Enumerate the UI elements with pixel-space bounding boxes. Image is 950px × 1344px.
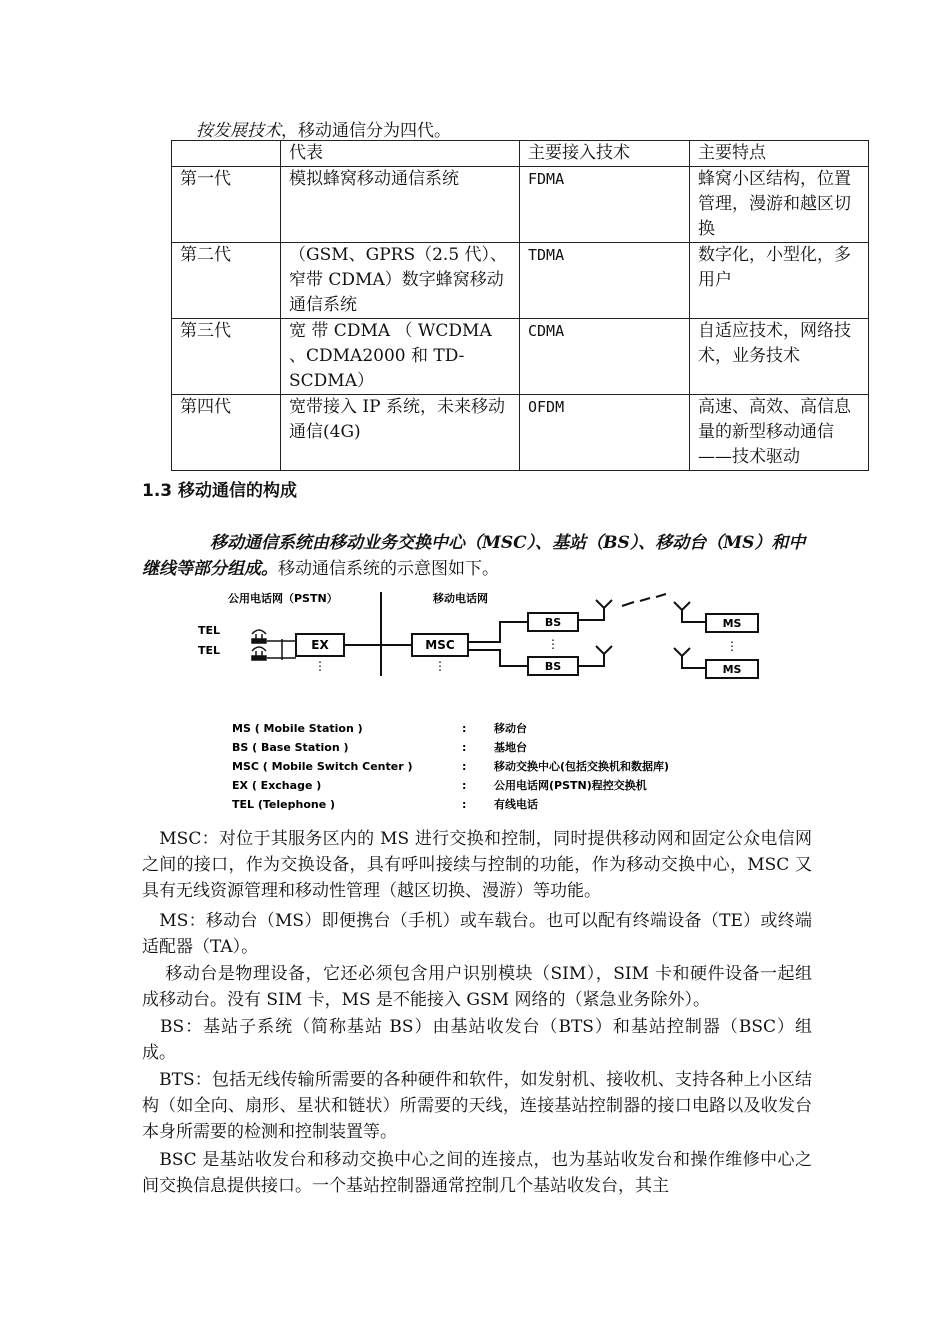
bs-label: BS [544,660,562,673]
table-cell: 第二代 [172,243,281,319]
table-row [172,319,869,395]
svg-text:⋮: ⋮ [434,659,446,673]
telephone-icon [252,630,266,643]
table-cell: FDMA [520,167,690,243]
bs-label: BS [544,616,562,629]
legend-abbr: TEL (Telephone ) [232,798,336,811]
legend [232,721,669,811]
paragraph-bs: BS：基站子系统（简称基站 BS）由基站收发台（BTS）和基站控制器（BSC）组成。 [142,1017,812,1063]
system-diagram [190,584,770,820]
intro-line [196,116,451,141]
table-row [172,243,869,319]
table-cell: 高速、高效、高信息量的新型移动通信——技术驱动 [690,395,869,471]
ms-label: MS [722,663,742,676]
legend-meaning: 移动台 [494,722,527,735]
table-cell: 宽 带 CDMA （ WCDMA 、CDMA2000 和 TD-SCDMA） [281,319,520,395]
antenna-icon [578,600,612,620]
table-row [172,167,869,243]
label-pstn: 公用电话网（PSTN） [228,592,338,605]
table-cell: 数字化，小型化，多用户 [690,243,869,319]
table-row [172,395,869,471]
radio-link [622,594,666,606]
legend-meaning: 移动交换中心(包括交换机和数据库) [494,760,670,773]
legend-meaning: 有线电话 [494,798,538,811]
table-cell: （GSM、GPRS（2.5 代）、窄带 CDMA）数字蜂窝移动通信系统 [281,243,520,319]
table-cell: 模拟蜂窝移动通信系统 [281,167,520,243]
intro-rest: ，移动通信分为四代。 [281,121,451,141]
legend-colon: : [462,779,467,792]
lead-paragraph [142,530,822,582]
table-cell: 自适应技术，网络技术，业务技术 [690,319,869,395]
antenna-icon [578,646,612,666]
table-cell: 蜂窝小区结构，位置管理，漫游和越区切换 [690,167,869,243]
svg-text:⋮: ⋮ [726,639,738,653]
table-cell: 第一代 [172,167,281,243]
section-heading: 1.3 移动通信的构成 [142,481,298,501]
legend-abbr: BS ( Base Station ) [232,741,349,754]
svg-text:⋮: ⋮ [314,659,326,673]
intro-italic: 按发展技术 [196,121,281,141]
generations-table [171,140,869,471]
legend-colon: : [462,741,467,754]
legend-abbr: EX ( Exchage ) [232,779,322,792]
svg-text:⋮: ⋮ [547,637,559,651]
table-header-cell: 代表 [281,141,520,167]
legend-colon: : [462,722,467,735]
msc-label: MSC [425,638,455,652]
legend-colon: : [462,798,467,811]
legend-abbr: MS ( Mobile Station ) [232,722,363,735]
antenna-icon [674,602,706,622]
lead-rest: 移动通信系统的示意图如下。 [278,559,499,579]
table-cell: 第三代 [172,319,281,395]
paragraph-bts: BTS：包括无线传输所需要的各种硬件和软件，如发射机、接收机、支持各种上小区结构（如全向、扇形、星状和链状）所需要的天线，连接基站控制器的接口电路以及收发台本身所需要的检测和控制装置等。 [142,1070,812,1142]
tel-label: TEL [198,624,221,637]
legend-colon: : [462,760,467,773]
table-cell: TDMA [520,243,690,319]
table-cell: 第四代 [172,395,281,471]
table-header-row [172,141,869,167]
ex-label: EX [311,638,329,652]
paragraph-bsc: BSC 是基站收发台和移动交换中心之间的连接点，也为基站收发台和操作维修中心之间交换信息提供接口。一个基站控制器通常控制几个基站收发台，其主 [142,1150,812,1196]
ms-label: MS [722,617,742,630]
paragraph-msc: MSC：对位于其服务区内的 MS 进行交换和控制，同时提供移动网和固定公众电信网之间的接口，作为交换设备，具有呼叫接续与控制的功能，作为移动交换中心，MSC 又具有无线资源管理和移动性管理（越区切换、漫游）等功能。 [142,829,812,901]
legend-meaning: 公用电话网(PSTN)程控交换机 [494,779,647,792]
table-cell: CDMA [520,319,690,395]
legend-meaning: 基地台 [494,741,527,754]
paragraph-ms: MS：移动台（MS）即便携台（手机）或车载台。也可以配有终端设备（TE）或终端适配器（TA）。 [142,911,812,957]
lead-bold: 移动通信系统由移动业务交换中心（MSC）、基站（BS）、移动台（MS）和中继线等部分组成。 [142,533,806,579]
table-header-cell: 主要特点 [690,141,869,167]
telephone-icon [252,647,266,660]
table-header-cell: 主要接入技术 [520,141,690,167]
tel-label: TEL [198,644,221,657]
label-mobile-network: 移动电话网 [433,592,488,605]
antenna-icon [674,648,706,668]
table-cell: 宽带接入 IP 系统，未来移动通信(4G) [281,395,520,471]
paragraph-sim: 移动台是物理设备，它还必须包含用户识别模块（SIM），SIM 卡和硬件设备一起组 成移动台。没有 SIM 卡，MS 是不能接入 GSM 网络的（紧急业务除外）。 [142,964,812,1010]
legend-abbr: MSC ( Mobile Switch Center ) [232,760,413,773]
table-cell: OFDM [520,395,690,471]
table-header-cell [172,141,281,167]
